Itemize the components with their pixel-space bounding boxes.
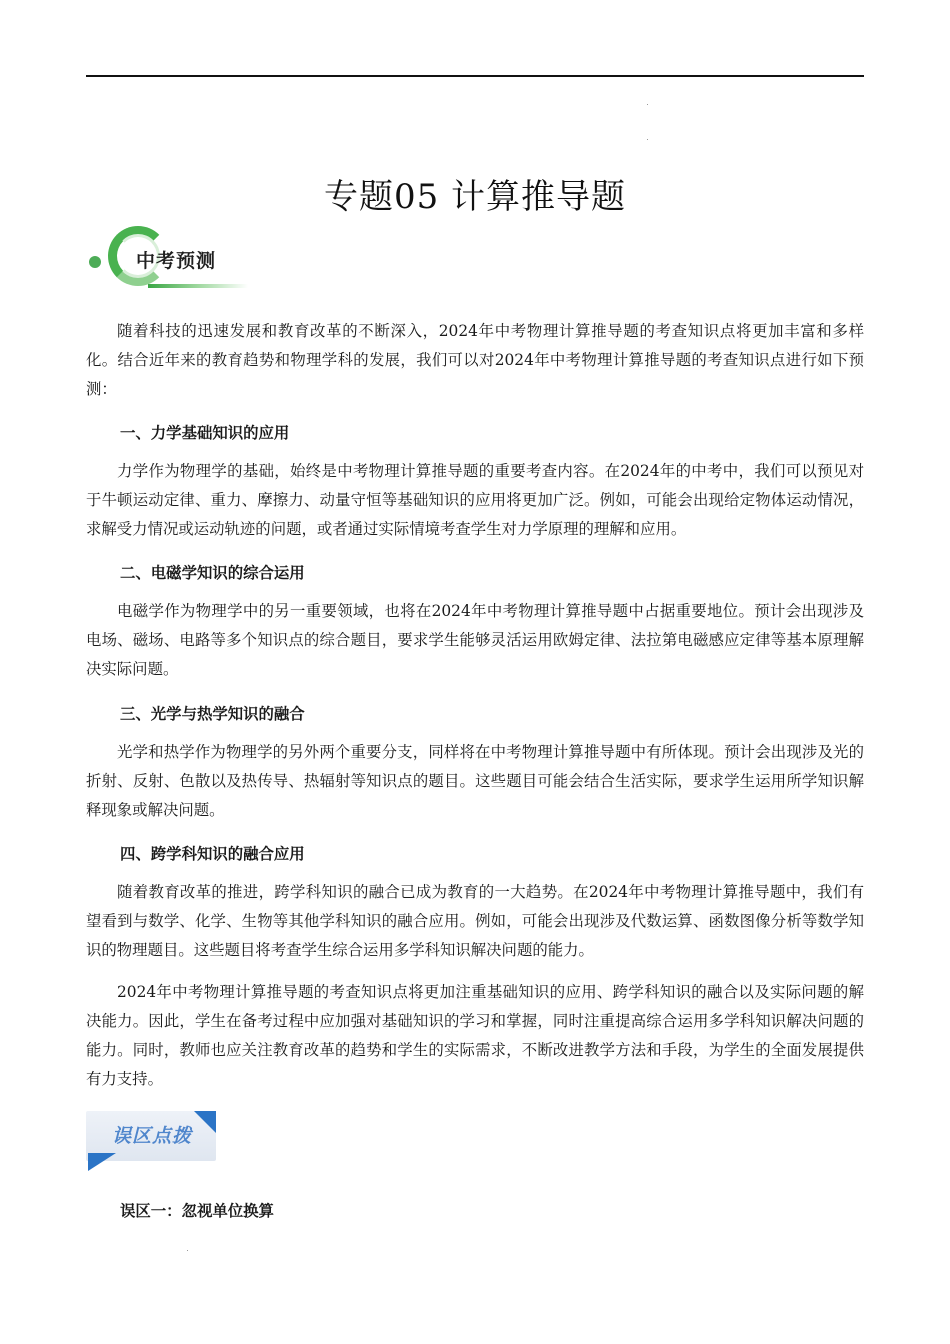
section-text-interdisciplinary: 随着教育改革的推进，跨学科知识的融合已成为教育的一大趋势。在2024年中考物理计算推导题中，我们有望看到与数学、化学、生物等其他学科知识的融合应用。例如，可能会出现涉及代数运算、函数图像分析等数学知识的物理题目。这些题目将考查学生综合运用多学科知识解决问题的能力。 [86,883,864,959]
mistake-1-heading: 误区一：忽视单位换算 [120,1202,274,1220]
speck [647,104,648,105]
corner-triangle-icon [194,1111,216,1133]
section-heading-interdisciplinary: 四、跨学科知识的融合应用 [120,845,305,863]
forecast-badge [86,224,251,298]
header-rule [86,75,864,77]
mistakes-badge-label: 误区点拨 [112,1125,193,1147]
page-title: 专题05 计算推导题 [323,176,627,217]
section-heading-optics-heat: 三、光学与热学知识的融合 [120,705,305,723]
badge-underline [148,284,248,288]
badge-dot-icon [89,256,101,268]
mistakes-badge [86,1111,218,1173]
section-text-optics-heat: 光学和热学作为物理学的另外两个重要分支，同样将在中考物理计算推导题中有所体现。预计会出现涉及光的折射、反射、色散以及热传导、热辐射等知识点的题目。这些题目可能会结合生活实际，要求学生运用所学知识解释现象或解决问题。 [86,743,864,819]
intro-paragraph: 随着科技的迅速发展和教育改革的不断深入，2024年中考物理计算推导题的考查知识点将更加丰富和多样化。结合近年来的教育趋势和物理学科的发展，我们可以对2024年中考物理计算推导题的考查知识点进行如下预测： [86,322,864,398]
section-text-mechanics: 力学作为物理学的基础，始终是中考物理计算推导题的重要考查内容。在2024年的中考中，我们可以预见对于牛顿运动定律、重力、摩擦力、动量守恒等基础知识的应用将更加广泛。例如，可能会出现给定物体运动情况，求解受力情况或运动轨迹的问题，或者通过实际情境考查学生对力学原理的理解和应用。 [86,462,864,538]
corner-triangle-icon [88,1153,116,1171]
speck [647,139,648,140]
conclusion-paragraph: 2024年中考物理计算推导题的考查知识点将更加注重基础知识的应用、跨学科知识的融合以及实际问题的解决能力。因此，学生在备考过程中应加强对基础知识的学习和掌握，同时注重提高综合运用多学科知识解决问题的能力。同时，教师也应关注教育改革的趋势和学生的实际需求，不断改进教学方法和手段，为学生的全面发展提供有力支持。 [86,983,864,1088]
section-heading-mechanics: 一、力学基础知识的应用 [120,424,290,442]
forecast-badge-label: 中考预测 [136,250,217,272]
section-heading-electromagnetism: 二、电磁学知识的综合运用 [120,564,305,582]
speck [187,1250,188,1251]
section-text-electromagnetism: 电磁学作为物理学中的另一重要领域，也将在2024年中考物理计算推导题中占据重要地位。预计会出现涉及电场、磁场、电路等多个知识点的综合题目，要求学生能够灵活运用欧姆定律、法拉第电磁感应定律等基本原理解决实际问题。 [86,602,864,678]
